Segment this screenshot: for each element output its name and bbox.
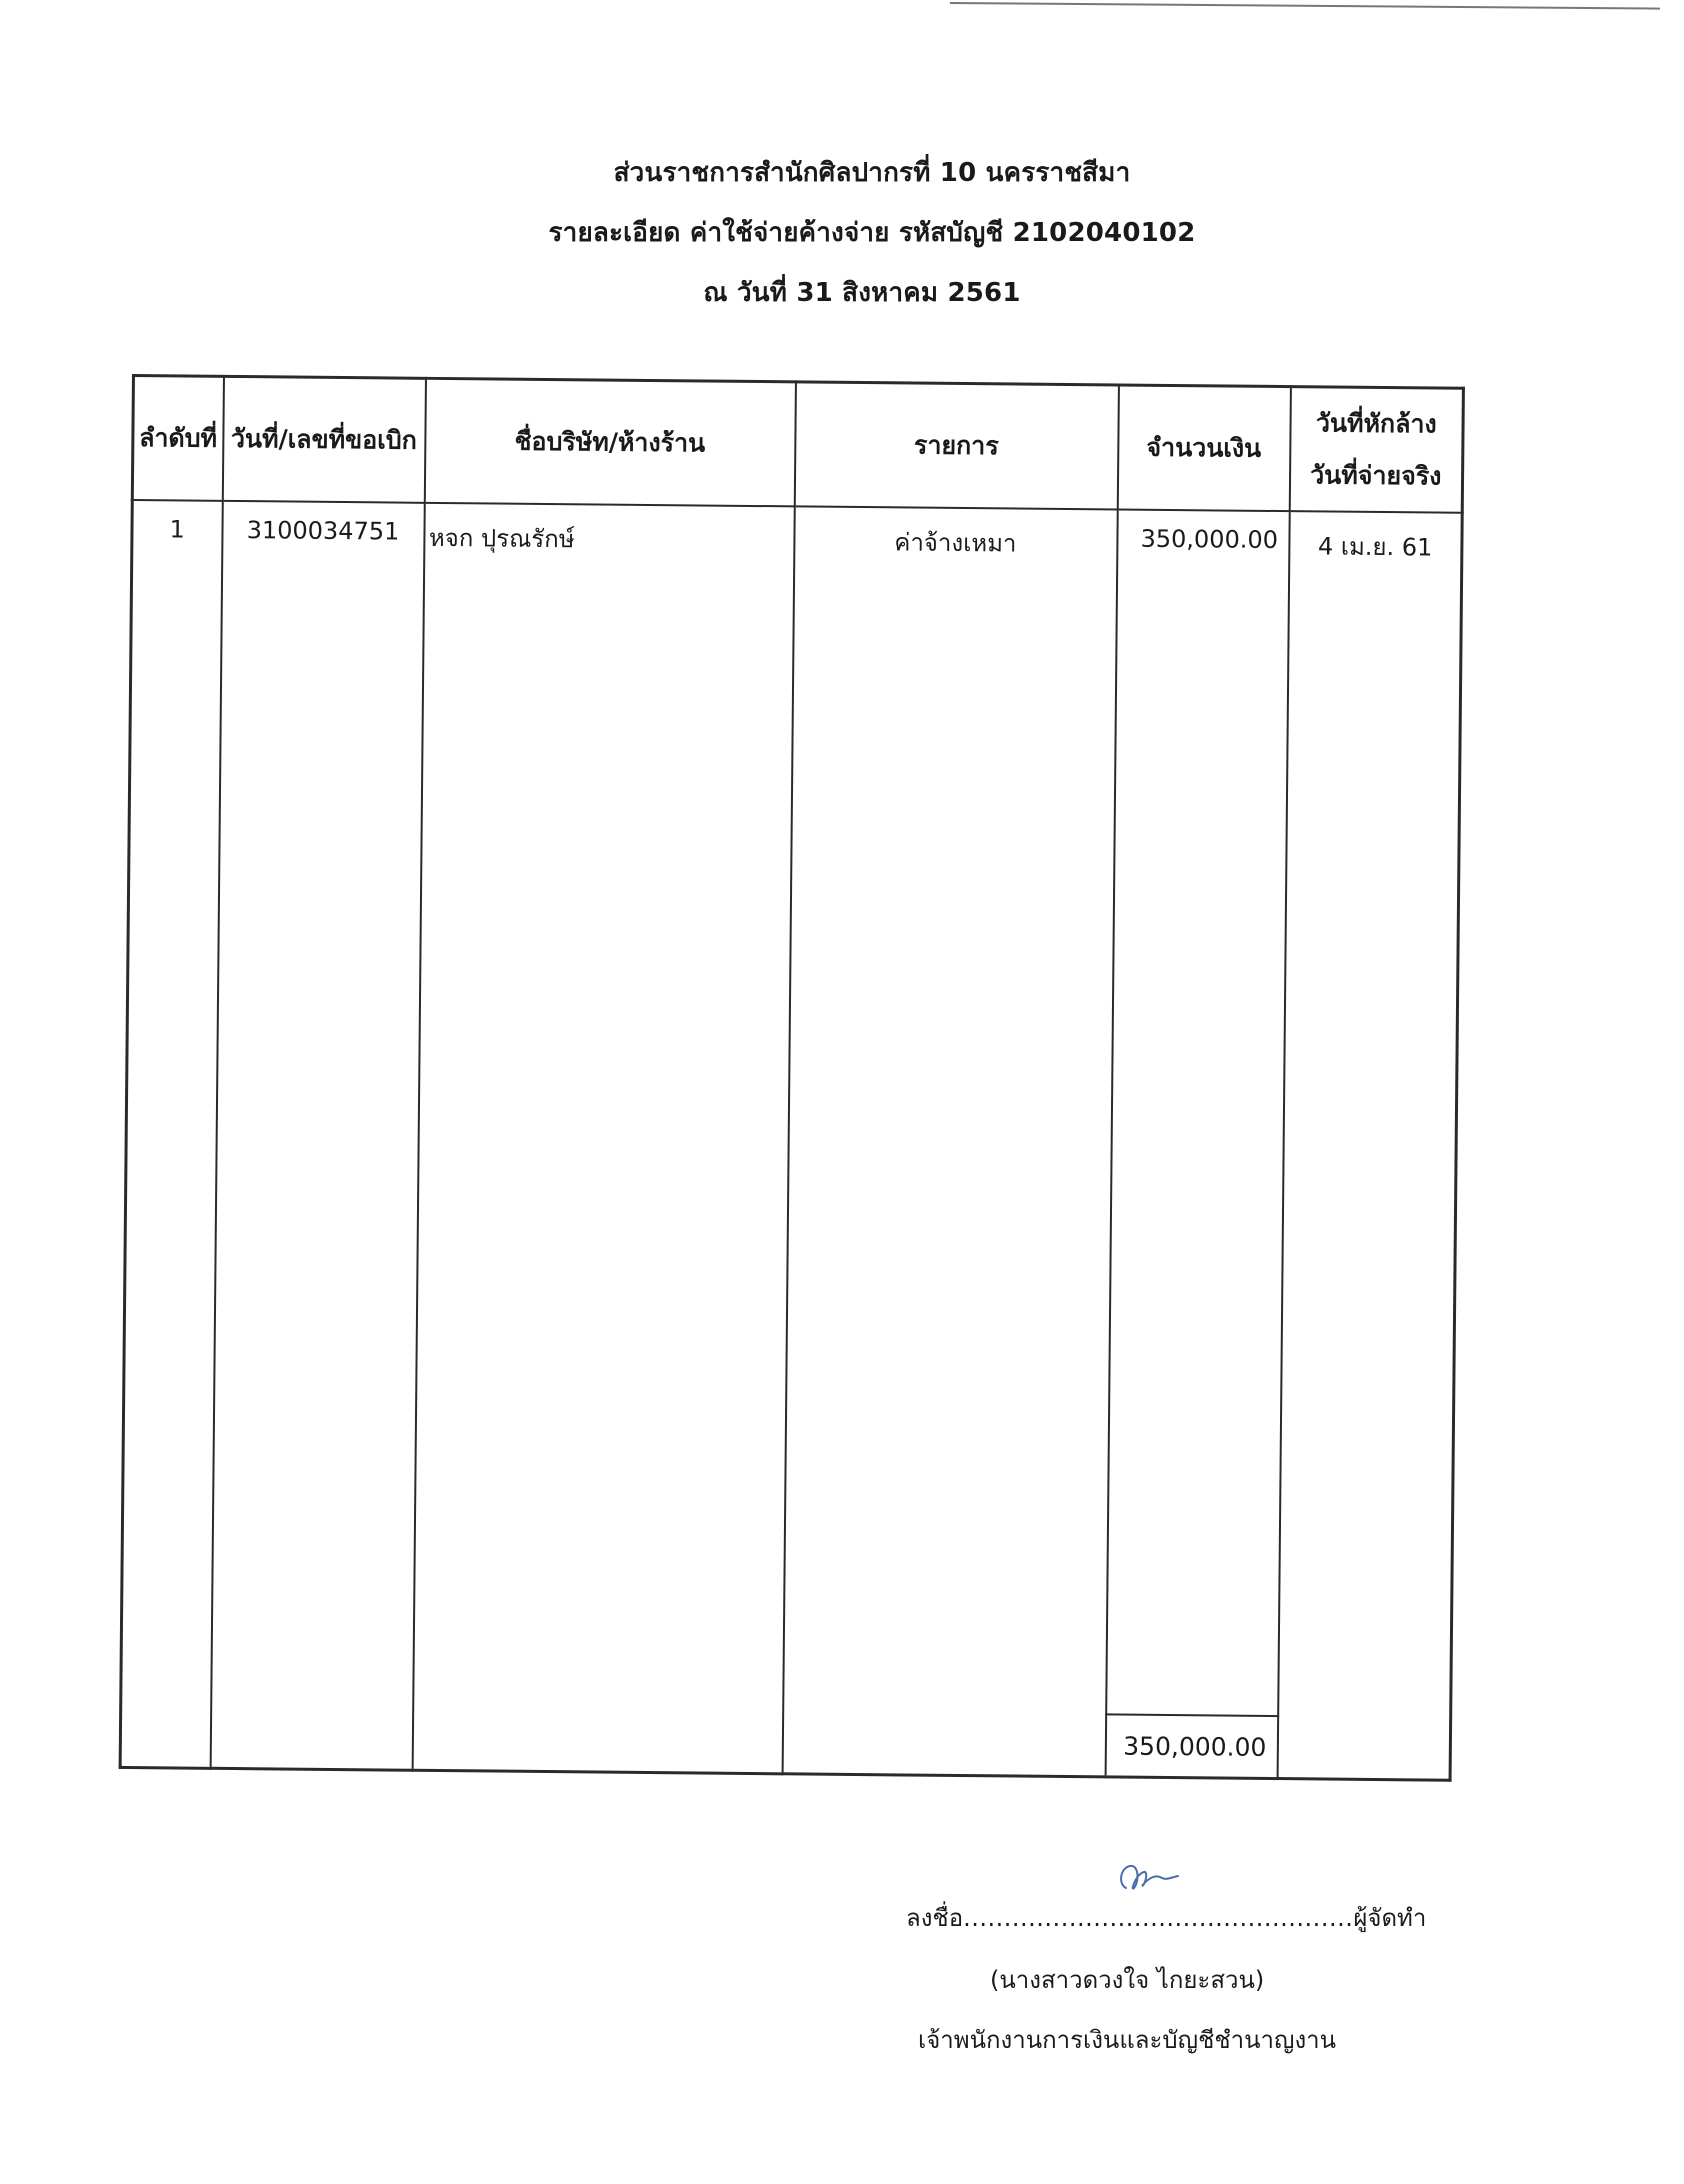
cell-item: ค่าจ้างเหมา bbox=[782, 506, 1117, 1777]
document-title-agency: ส่วนราชการสำนักศิลปากรที่ 10 นครราชสีมา bbox=[613, 158, 1131, 188]
cell-date: 4 เม.ย. 61 bbox=[1277, 511, 1462, 1780]
top-edge-rule bbox=[950, 2, 1660, 10]
column-header-item: รายการ bbox=[794, 382, 1118, 510]
column-header-date-line1: วันที่หักล้าง bbox=[1315, 408, 1437, 439]
column-header-doc-no: วันที่/เลขที่ขอเบิก bbox=[222, 376, 425, 502]
cell-amount bbox=[1105, 509, 1289, 1778]
cell-doc-no: 3100034751 bbox=[210, 501, 424, 1770]
signer-name: (นางสาวดวงใจ ไกยะสวน) bbox=[990, 1966, 1265, 1994]
document-title-account: รายละเอียด ค่าใช้จ่ายค้างจ่าย รหัสบัญชี 2102040102 bbox=[548, 218, 1196, 248]
cell-vendor: หจก ปุรณรักษ์ bbox=[412, 503, 794, 1774]
column-header-date-line2: วันที่จ่ายจริง bbox=[1310, 460, 1442, 491]
column-header-seq: ลำดับที่ bbox=[132, 376, 223, 501]
signature-line bbox=[906, 1898, 1426, 1937]
cell-amount-value: 350,000.00 bbox=[1140, 524, 1279, 555]
table-header-row bbox=[132, 376, 1463, 513]
column-header-date bbox=[1289, 387, 1463, 513]
column-header-amount: จำนวนเงิน bbox=[1117, 385, 1290, 511]
column-header-vendor: ชื่อบริษัท/ห้างร้าน bbox=[424, 378, 795, 506]
ledger-table bbox=[119, 374, 1465, 1782]
ledger-table-container bbox=[119, 374, 1462, 1782]
sign-prefix: ลงชื่อ bbox=[906, 1904, 964, 1932]
document-title-date: ณ วันที่ 31 สิงหาคม 2561 bbox=[703, 278, 1021, 308]
signer-position: เจ้าพนักงานการเงินและบัญชีชำนาญงาน bbox=[918, 2026, 1337, 2054]
cell-seq: 1 bbox=[120, 500, 222, 1768]
signature-mark bbox=[1112, 1858, 1182, 1898]
total-amount: 350,000.00 bbox=[1104, 1713, 1279, 1777]
table-row bbox=[120, 500, 1462, 1780]
sign-dots: ................................................ bbox=[963, 1904, 1354, 1932]
sign-suffix: ผู้จัดทำ bbox=[1353, 1904, 1427, 1932]
